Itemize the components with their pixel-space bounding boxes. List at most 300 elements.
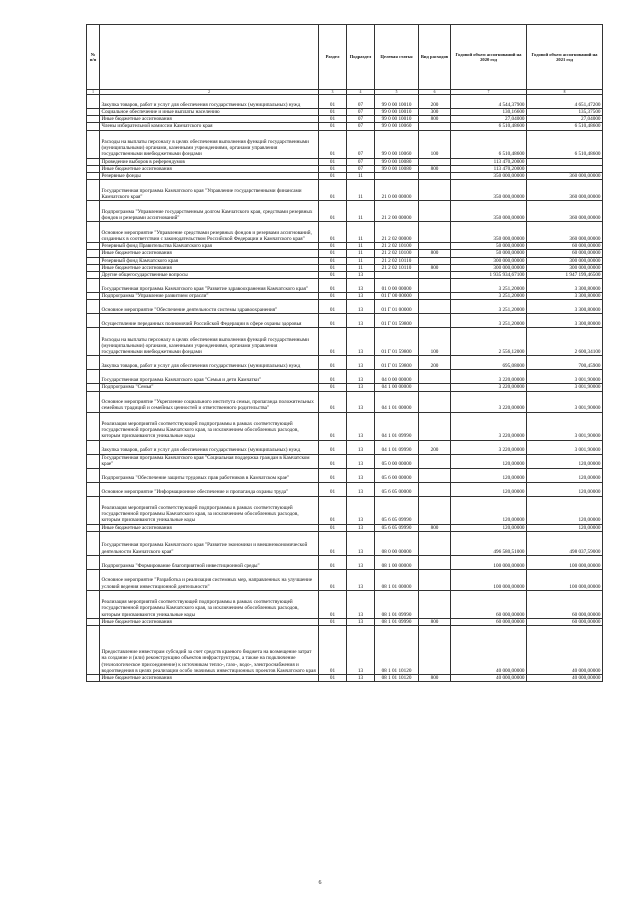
row-name-cell: Члены избирательной комиссии Камчатского края (100, 123, 319, 130)
row-target-article-cell: 05 6 05 09990 (375, 524, 419, 531)
row-number-cell (87, 454, 100, 468)
row-allocation-2021-cell: 3 300,80000 (527, 293, 603, 300)
row-number-cell (87, 618, 100, 625)
header-row (87, 25, 603, 90)
row-number-cell (87, 531, 100, 555)
row-subsection-cell: 11 (347, 250, 375, 257)
row-expense-type-cell (419, 279, 451, 293)
row-allocation-2020-cell: 120,00000 (451, 524, 527, 531)
row-allocation-2021-cell: 135,37500 (527, 109, 603, 116)
row-number-cell (87, 109, 100, 116)
row-section-cell: 01 (319, 264, 347, 271)
table-row (87, 173, 603, 180)
row-expense-type-cell (419, 272, 451, 279)
row-allocation-2020-cell: 50 000,00000 (451, 250, 527, 257)
row-allocation-2020-cell: 3 251,20000 (451, 314, 527, 328)
table-row (87, 250, 603, 257)
row-name-cell: Закупка товаров, работ и услуг для обеспечения государственных (муниципальных) нужд (100, 95, 319, 109)
table-row (87, 201, 603, 222)
budget-document (86, 24, 602, 682)
table-row (87, 130, 603, 158)
table-row (87, 95, 603, 109)
table-row (87, 626, 603, 675)
row-allocation-2021-cell: 120,00000 (527, 524, 603, 531)
row-allocation-2021-cell: 3 001,90000 (527, 391, 603, 412)
row-allocation-2020-cell: 4 544,37900 (451, 95, 527, 109)
row-expense-type-cell: 800 (419, 675, 451, 682)
row-number-cell (87, 496, 100, 524)
row-expense-type-cell (419, 293, 451, 300)
row-target-article-cell: 99 0 00 10060 (375, 130, 419, 158)
table-row (87, 618, 603, 625)
row-target-article-cell: 05 6 05 09990 (375, 496, 419, 524)
row-section-cell: 01 (319, 384, 347, 391)
row-subsection-cell: 13 (347, 590, 375, 618)
row-number-cell (87, 468, 100, 482)
row-section-cell: 01 (319, 95, 347, 109)
table-row (87, 454, 603, 468)
row-expense-type-cell: 800 (419, 524, 451, 531)
row-allocation-2021-cell: 3 001,90000 (527, 412, 603, 440)
row-number-cell (87, 626, 100, 675)
row-allocation-2020-cell: 3 220,00000 (451, 370, 527, 384)
row-target-article-cell: 01 Г 01 59800 (375, 356, 419, 370)
row-allocation-2020-cell: 695,08000 (451, 356, 527, 370)
row-subsection-cell: 11 (347, 222, 375, 243)
row-allocation-2020-cell: 3 220,00000 (451, 412, 527, 440)
row-target-article-cell: 04 1 01 00000 (375, 391, 419, 412)
row-expense-type-cell: 800 (419, 165, 451, 172)
table-row (87, 180, 603, 201)
row-number-cell (87, 391, 100, 412)
row-subsection-cell: 13 (347, 569, 375, 590)
row-allocation-2021-cell: 300 000,00000 (527, 264, 603, 271)
column-index: 2 (100, 90, 319, 95)
row-expense-type-cell (419, 201, 451, 222)
column-index: 6 (419, 90, 451, 95)
row-expense-type-cell (419, 454, 451, 468)
row-name-cell: Основное мероприятие "Информационное обеспечение и пропаганда охраны труда" (100, 482, 319, 496)
row-allocation-2020-cell: 496 580,51000 (451, 531, 527, 555)
row-allocation-2020-cell: 6 510,48600 (451, 123, 527, 130)
row-name-cell: Государственная программа Камчатского края "Развитие здравоохранения Камчатского края" (100, 279, 319, 293)
row-section-cell: 01 (319, 180, 347, 201)
table-row (87, 569, 603, 590)
row-allocation-2021-cell: 360 000,00000 (527, 201, 603, 222)
row-expense-type-cell (419, 257, 451, 264)
row-subsection-cell: 13 (347, 300, 375, 314)
row-allocation-2020-cell: 50 000,00000 (451, 243, 527, 250)
row-name-cell: Социальное обеспечение и иные выплаты населению (100, 109, 319, 116)
row-name-cell: Реализация мероприятий соответствующей подпрограммы в рамках соответствующей государственной программы Камчатского края, за исключением обособленных расходов, которым присваиваются уникальные коды (100, 496, 319, 524)
row-section-cell: 01 (319, 222, 347, 243)
row-allocation-2020-cell: 1 935 934,67100 (451, 272, 527, 279)
row-allocation-2021-cell: 4 651,47200 (527, 95, 603, 109)
row-subsection-cell: 13 (347, 370, 375, 384)
row-expense-type-cell (419, 626, 451, 675)
row-expense-type-cell (419, 391, 451, 412)
row-target-article-cell: 01 Г 01 59800 (375, 328, 419, 356)
row-target-article-cell: 05 6 05 00000 (375, 482, 419, 496)
row-target-article-cell: 04 0 00 00000 (375, 370, 419, 384)
row-name-cell: Закупка товаров, работ и услуг для обеспечения государственных (муниципальных) нужд (100, 440, 319, 454)
row-number-cell (87, 95, 100, 109)
row-target-article-cell: 08 1 01 10120 (375, 675, 419, 682)
row-number-cell (87, 201, 100, 222)
row-allocation-2021-cell: 60 000,00000 (527, 243, 603, 250)
row-section-cell: 01 (319, 454, 347, 468)
row-allocation-2021-cell: 360 000,00000 (527, 222, 603, 243)
row-subsection-cell: 13 (347, 524, 375, 531)
budget-table (86, 24, 603, 682)
row-allocation-2021-cell: 27,04000 (527, 116, 603, 123)
row-allocation-2021-cell: 60 000,00000 (527, 250, 603, 257)
row-section-cell: 01 (319, 482, 347, 496)
row-allocation-2020-cell: 3 251,20000 (451, 293, 527, 300)
row-allocation-2020-cell: 3 251,20000 (451, 300, 527, 314)
row-section-cell: 01 (319, 201, 347, 222)
row-section-cell: 01 (319, 165, 347, 172)
row-expense-type-cell (419, 531, 451, 555)
row-subsection-cell: 07 (347, 123, 375, 130)
row-number-cell (87, 569, 100, 590)
row-name-cell: Иные бюджетные ассигнования (100, 675, 319, 682)
table-row (87, 590, 603, 618)
row-section-cell: 01 (319, 618, 347, 625)
row-section-cell: 01 (319, 243, 347, 250)
row-allocation-2020-cell: 3 220,00000 (451, 391, 527, 412)
row-allocation-2021-cell: 60 000,00000 (527, 590, 603, 618)
row-allocation-2021-cell: 3 001,90000 (527, 370, 603, 384)
row-subsection-cell: 13 (347, 496, 375, 524)
row-name-cell: Иные бюджетные ассигнования (100, 524, 319, 531)
header-name (100, 25, 319, 90)
row-name-cell: Иные бюджетные ассигнования (100, 165, 319, 172)
row-allocation-2020-cell: 40 000,00000 (451, 626, 527, 675)
row-target-article-cell: 01 Г 00 00000 (375, 293, 419, 300)
row-allocation-2021-cell (527, 165, 603, 172)
row-target-article-cell: 21 2 02 10100 (375, 250, 419, 257)
row-section-cell: 01 (319, 158, 347, 165)
row-expense-type-cell: 800 (419, 250, 451, 257)
row-allocation-2020-cell: 60 000,00000 (451, 618, 527, 625)
row-allocation-2021-cell: 120,00000 (527, 496, 603, 524)
row-subsection-cell: 13 (347, 356, 375, 370)
row-number-cell (87, 264, 100, 271)
row-name-cell: Основное мероприятие "Управление средствами резервных фондов и резервами ассигнований, созданных в соответствии с законодательством Российской Федерации и Камчатского края" (100, 222, 319, 243)
row-expense-type-cell (419, 222, 451, 243)
row-expense-type-cell: 800 (419, 264, 451, 271)
row-allocation-2021-cell: 60 000,00000 (527, 618, 603, 625)
row-number-cell (87, 314, 100, 328)
row-number-cell (87, 328, 100, 356)
row-subsection-cell: 07 (347, 158, 375, 165)
header-expense-type: Вид расходов (419, 25, 451, 90)
table-row (87, 222, 603, 243)
row-expense-type-cell: 200 (419, 440, 451, 454)
row-section-cell: 01 (319, 590, 347, 618)
row-number-cell (87, 524, 100, 531)
table-row (87, 440, 603, 454)
row-allocation-2021-cell: 6 510,48600 (527, 123, 603, 130)
table-body (87, 95, 603, 682)
row-target-article-cell: 04 1 00 00000 (375, 384, 419, 391)
row-allocation-2021-cell: 2 600,34100 (527, 328, 603, 356)
row-number-cell (87, 300, 100, 314)
row-allocation-2021-cell: 360 000,00000 (527, 180, 603, 201)
row-allocation-2021-cell: 120,00000 (527, 454, 603, 468)
row-name-cell: Подпрограмма "Формирование благоприятной инвестиционной среды" (100, 555, 319, 569)
row-expense-type-cell (419, 370, 451, 384)
row-name-cell: Иные бюджетные ассигнования (100, 264, 319, 271)
row-subsection-cell: 13 (347, 555, 375, 569)
row-allocation-2021-cell: 3 300,80000 (527, 279, 603, 293)
row-allocation-2020-cell: 40 000,00000 (451, 675, 527, 682)
row-name-cell: Реализация мероприятий соответствующей подпрограммы в рамках соответствующей государственной программы Камчатского края, за исключением обособленных расходов, которым присваиваются уникальные коды (100, 590, 319, 618)
table-row (87, 158, 603, 165)
row-target-article-cell: 21 2 02 10100 (375, 243, 419, 250)
row-name-cell: Резервный фонд Правительства Камчатского края (100, 243, 319, 250)
row-section-cell: 01 (319, 130, 347, 158)
row-number-cell (87, 370, 100, 384)
row-name-cell: Другие общегосударственные вопросы (100, 272, 319, 279)
row-expense-type-cell: 100 (419, 328, 451, 356)
row-name-cell: Государственная программа Камчатского края "Управление государственными финансами Камчатского края" (100, 180, 319, 201)
row-expense-type-cell (419, 314, 451, 328)
row-name-cell: Резервный фонд Камчатского края (100, 257, 319, 264)
row-allocation-2020-cell: 350 000,00000 (451, 180, 527, 201)
row-allocation-2021-cell: 700,45900 (527, 356, 603, 370)
row-target-article-cell: 21 0 00 00000 (375, 180, 419, 201)
row-allocation-2020-cell: 300 000,00000 (451, 257, 527, 264)
row-number-cell (87, 293, 100, 300)
row-number-cell (87, 257, 100, 264)
row-number-cell (87, 384, 100, 391)
row-target-article-cell (375, 173, 419, 180)
row-name-cell: Подпрограмма "Семья" (100, 384, 319, 391)
row-allocation-2021-cell: 360 000,00000 (527, 173, 603, 180)
table-row (87, 314, 603, 328)
row-expense-type-cell (419, 482, 451, 496)
row-allocation-2020-cell: 113 470,20000 (451, 158, 527, 165)
row-allocation-2020-cell: 130,16600 (451, 109, 527, 116)
row-name-cell: Закупка товаров, работ и услуг для обеспечения государственных (муниципальных) нужд (100, 356, 319, 370)
row-number-cell (87, 482, 100, 496)
row-subsection-cell: 13 (347, 328, 375, 356)
row-allocation-2020-cell: 2 556,12000 (451, 328, 527, 356)
row-section-cell: 01 (319, 328, 347, 356)
row-target-article-cell: 21 2 02 10110 (375, 257, 419, 264)
header-target-article: Целевая статья (375, 25, 419, 90)
row-number-cell (87, 222, 100, 243)
row-target-article-cell: 01 Г 01 00000 (375, 300, 419, 314)
row-name-cell: Иные бюджетные ассигнования (100, 116, 319, 123)
table-row (87, 675, 603, 682)
row-subsection-cell: 11 (347, 243, 375, 250)
row-allocation-2020-cell: 3 220,00000 (451, 384, 527, 391)
row-section-cell: 01 (319, 293, 347, 300)
row-allocation-2021-cell: 40 000,00000 (527, 675, 603, 682)
row-allocation-2021-cell: 300 000,00000 (527, 257, 603, 264)
row-subsection-cell: 11 (347, 180, 375, 201)
row-expense-type-cell (419, 555, 451, 569)
row-subsection-cell: 13 (347, 391, 375, 412)
row-allocation-2021-cell: 100 000,00000 (527, 555, 603, 569)
table-row (87, 391, 603, 412)
row-number-cell (87, 116, 100, 123)
row-allocation-2020-cell: 3 220,00000 (451, 440, 527, 454)
row-target-article-cell: 01 Г 01 59800 (375, 314, 419, 328)
row-expense-type-cell: 300 (419, 109, 451, 116)
row-section-cell: 01 (319, 123, 347, 130)
row-allocation-2020-cell: 350 000,00000 (451, 201, 527, 222)
row-expense-type-cell (419, 300, 451, 314)
row-allocation-2021-cell: 3 300,80000 (527, 300, 603, 314)
row-expense-type-cell: 100 (419, 130, 451, 158)
row-expense-type-cell (419, 384, 451, 391)
row-name-cell: Подпрограмма "Управление развитием отрасли" (100, 293, 319, 300)
row-name-cell: Проведение выборов в референдумов (100, 158, 319, 165)
row-number-cell (87, 123, 100, 130)
row-allocation-2020-cell: 120,00000 (451, 468, 527, 482)
table-row (87, 482, 603, 496)
row-name-cell: Подпрограмма "Управление государственным долгом Камчатского края, средствами резервных фондов и резервами ассигнований" (100, 201, 319, 222)
row-number-cell (87, 180, 100, 201)
row-expense-type-cell (419, 496, 451, 524)
row-subsection-cell: 13 (347, 272, 375, 279)
row-number-cell (87, 356, 100, 370)
row-number-cell (87, 130, 100, 158)
row-section-cell: 01 (319, 412, 347, 440)
table-row (87, 524, 603, 531)
table-row (87, 531, 603, 555)
table-row (87, 468, 603, 482)
row-number-cell (87, 555, 100, 569)
row-subsection-cell: 13 (347, 675, 375, 682)
row-section-cell: 01 (319, 468, 347, 482)
row-allocation-2021-cell: 498 037,59000 (527, 531, 603, 555)
row-allocation-2021-cell: 120,00000 (527, 468, 603, 482)
table-row (87, 555, 603, 569)
row-allocation-2021-cell (527, 158, 603, 165)
row-subsection-cell: 11 (347, 257, 375, 264)
table-row (87, 279, 603, 293)
row-name-cell: Иные бюджетные ассигнования (100, 618, 319, 625)
row-allocation-2021-cell: 40 000,00000 (527, 626, 603, 675)
row-number-cell (87, 165, 100, 172)
row-subsection-cell: 13 (347, 482, 375, 496)
row-name-cell: Государственная программа Камчатского края "Развитие экономики и внешнеэкономической деятельности Камчатского края" (100, 531, 319, 555)
row-expense-type-cell (419, 243, 451, 250)
row-subsection-cell: 13 (347, 531, 375, 555)
row-section-cell: 01 (319, 370, 347, 384)
row-name-cell: Основное мероприятие "Разработка и реализация системных мер, направленных на улучшение условий ведения инвестиционной деятельности" (100, 569, 319, 590)
table-row (87, 264, 603, 271)
row-target-article-cell: 99 0 00 10010 (375, 116, 419, 123)
row-target-article-cell: 21 2 02 00000 (375, 222, 419, 243)
row-section-cell: 01 (319, 314, 347, 328)
row-target-article-cell: 08 1 00 00000 (375, 555, 419, 569)
row-section-cell: 01 (319, 391, 347, 412)
row-expense-type-cell (419, 590, 451, 618)
row-subsection-cell: 13 (347, 384, 375, 391)
row-expense-type-cell (419, 569, 451, 590)
row-subsection-cell: 11 (347, 201, 375, 222)
row-allocation-2020-cell: 60 000,00000 (451, 590, 527, 618)
table-row (87, 272, 603, 279)
table-row (87, 384, 603, 391)
column-index: 7 (451, 90, 527, 95)
table-row (87, 243, 603, 250)
row-target-article-cell: 99 0 00 10080 (375, 158, 419, 165)
row-target-article-cell: 21 2 02 10110 (375, 264, 419, 271)
row-target-article-cell: 99 0 00 10010 (375, 109, 419, 116)
row-allocation-2021-cell: 3 001,90000 (527, 384, 603, 391)
row-section-cell: 01 (319, 496, 347, 524)
row-subsection-cell: 07 (347, 95, 375, 109)
row-target-article-cell: 21 2 00 00000 (375, 201, 419, 222)
row-expense-type-cell: 200 (419, 356, 451, 370)
row-target-article-cell: 05 6 00 00000 (375, 468, 419, 482)
row-section-cell: 01 (319, 440, 347, 454)
row-target-article-cell: 04 1 01 09990 (375, 440, 419, 454)
row-section-cell: 01 (319, 675, 347, 682)
row-allocation-2020-cell: 120,00000 (451, 454, 527, 468)
table-row (87, 257, 603, 264)
row-name-cell: Предоставление инвесторам субсидий за счет средств краевого бюджета на возмещение затрат на создание и (или) реконструкцию объектов инфраструктуры, а также на подключение (технологическое присоединение) к источникам тепло-, газо-, водо-, электроснабжения и водоотведения в целях реализации особо значимых инвестиционных проектов Камчатского края (100, 626, 319, 675)
row-number-cell (87, 250, 100, 257)
row-name-cell: Основное мероприятие "Обеспечение деятельности системы здравоохранения" (100, 300, 319, 314)
row-allocation-2020-cell: 120,00000 (451, 482, 527, 496)
row-section-cell: 01 (319, 356, 347, 370)
row-expense-type-cell (419, 158, 451, 165)
row-allocation-2021-cell: 3 001,90000 (527, 440, 603, 454)
row-expense-type-cell: 800 (419, 618, 451, 625)
row-subsection-cell: 13 (347, 412, 375, 440)
table-row (87, 109, 603, 116)
row-section-cell: 01 (319, 109, 347, 116)
row-number-cell (87, 272, 100, 279)
row-expense-type-cell (419, 468, 451, 482)
row-subsection-cell: 13 (347, 618, 375, 625)
row-expense-type-cell (419, 173, 451, 180)
row-subsection-cell: 13 (347, 468, 375, 482)
row-section-cell: 01 (319, 524, 347, 531)
row-number-cell (87, 440, 100, 454)
row-target-article-cell: 08 1 01 00000 (375, 569, 419, 590)
row-section-cell: 01 (319, 116, 347, 123)
row-target-article-cell: 08 1 01 09990 (375, 590, 419, 618)
row-target-article-cell: 05 0 00 00000 (375, 454, 419, 468)
row-target-article-cell: 08 1 01 10120 (375, 626, 419, 675)
row-name-cell: Государственная программа Камчатского края "Социальная поддержка граждан в Камчатском крае" (100, 454, 319, 468)
row-allocation-2021-cell: 6 510,48600 (527, 130, 603, 158)
header-allocation-2021: Годовой объем ассигнований на 2021 год (527, 25, 603, 90)
row-name-cell: Расходы на выплаты персоналу в целях обеспечения выполнения функций государственными (муниципальными) органами, казенными учреждениями, органами управления государственными внебюджетными фондами (100, 130, 319, 158)
table-row (87, 356, 603, 370)
row-number-cell (87, 158, 100, 165)
table-row (87, 293, 603, 300)
row-allocation-2021-cell: 3 300,80000 (527, 314, 603, 328)
row-target-article-cell: 08 0 00 00000 (375, 531, 419, 555)
row-allocation-2020-cell: 350 000,00000 (451, 173, 527, 180)
row-subsection-cell: 13 (347, 314, 375, 328)
page-number: 6 (318, 880, 322, 886)
row-expense-type-cell: 200 (419, 95, 451, 109)
column-index: 5 (375, 90, 419, 95)
row-allocation-2020-cell: 6 510,48600 (451, 130, 527, 158)
row-subsection-cell: 07 (347, 130, 375, 158)
